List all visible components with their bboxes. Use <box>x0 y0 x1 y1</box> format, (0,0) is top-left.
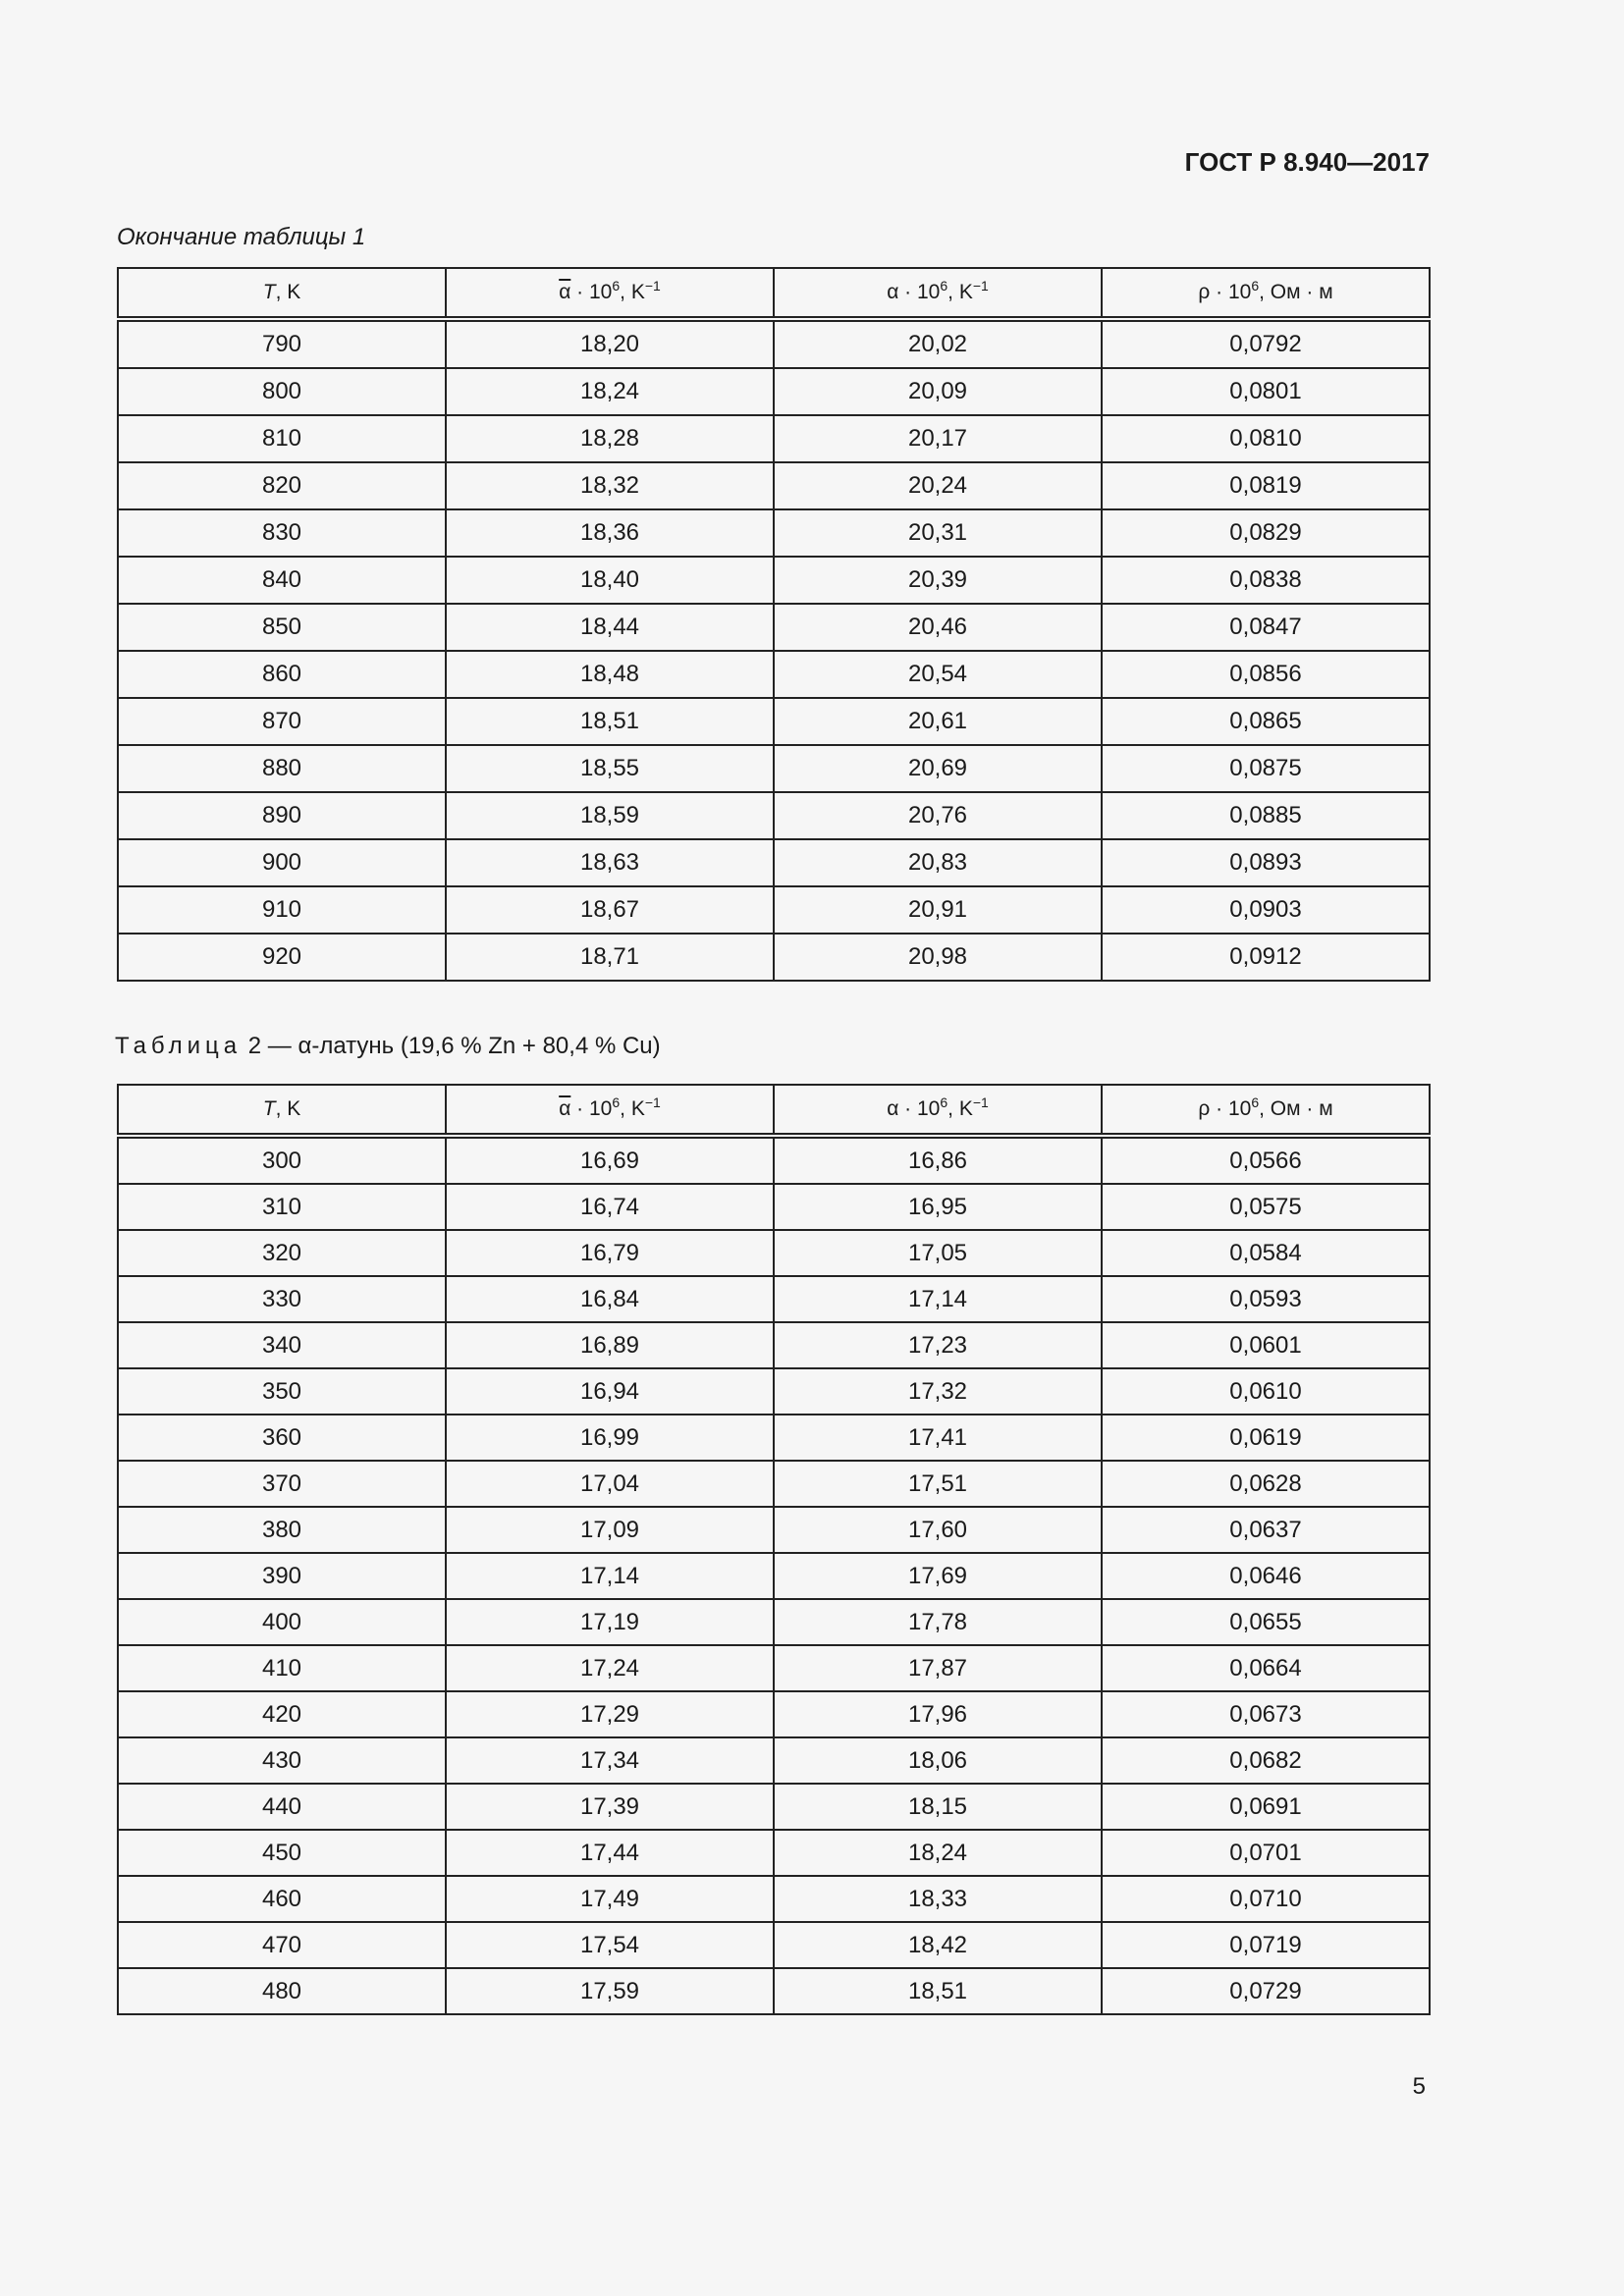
table2-header-row <box>118 1085 1430 1136</box>
table-row <box>118 698 1430 745</box>
col-header-rho: $\rho \cdot 10^6$, Ом · м <box>1102 268 1430 319</box>
table-cell: 17,96 <box>774 1691 1102 1737</box>
table-cell: 860 <box>118 651 446 698</box>
table-cell: 340 <box>118 1322 446 1368</box>
table-row <box>118 1876 1430 1922</box>
table-cell: 20,17 <box>774 415 1102 462</box>
table-cell: 460 <box>118 1876 446 1922</box>
table-cell: 16,69 <box>446 1136 774 1184</box>
table1-body <box>118 319 1430 981</box>
table-cell: 0,0885 <box>1102 792 1430 839</box>
table-cell: 17,54 <box>446 1922 774 1968</box>
table-cell: 18,24 <box>774 1830 1102 1876</box>
table-row <box>118 1737 1430 1784</box>
table-cell: 18,51 <box>774 1968 1102 2014</box>
table-row <box>118 1415 1430 1461</box>
table-cell: 0,0729 <box>1102 1968 1430 2014</box>
table-cell: 0,0829 <box>1102 509 1430 557</box>
table-cell: 17,04 <box>446 1461 774 1507</box>
table-cell: 0,0637 <box>1102 1507 1430 1553</box>
table-cell: 17,34 <box>446 1737 774 1784</box>
table-row <box>118 557 1430 604</box>
table-cell: 0,0646 <box>1102 1553 1430 1599</box>
table-cell: 16,95 <box>774 1184 1102 1230</box>
table-cell: 0,0619 <box>1102 1415 1430 1461</box>
table-cell: 830 <box>118 509 446 557</box>
table-cell: 820 <box>118 462 446 509</box>
table-cell: 18,44 <box>446 604 774 651</box>
table-cell: 17,59 <box>446 1968 774 2014</box>
table-cell: 0,0810 <box>1102 415 1430 462</box>
col-header-temperature: T, K <box>118 1085 446 1136</box>
table-cell: 17,09 <box>446 1507 774 1553</box>
table-row <box>118 839 1430 886</box>
table-cell: 380 <box>118 1507 446 1553</box>
table-cell: 20,24 <box>774 462 1102 509</box>
table-cell: 880 <box>118 745 446 792</box>
table-cell: 20,91 <box>774 886 1102 934</box>
table-row <box>118 1968 1430 2014</box>
table-cell: 17,44 <box>446 1830 774 1876</box>
table-cell: 0,0838 <box>1102 557 1430 604</box>
table-row <box>118 509 1430 557</box>
table-row <box>118 1645 1430 1691</box>
table-cell: 20,39 <box>774 557 1102 604</box>
table-cell: 350 <box>118 1368 446 1415</box>
table-row <box>118 368 1430 415</box>
table-cell: 920 <box>118 934 446 981</box>
table-cell: 17,51 <box>774 1461 1102 1507</box>
table-cell: 0,0903 <box>1102 886 1430 934</box>
table-cell: 16,89 <box>446 1322 774 1368</box>
table-row <box>118 462 1430 509</box>
table-cell: 18,42 <box>774 1922 1102 1968</box>
table-cell: 0,0664 <box>1102 1645 1430 1691</box>
table-cell: 17,69 <box>774 1553 1102 1599</box>
table-cell: 20,46 <box>774 604 1102 651</box>
table-cell: 17,87 <box>774 1645 1102 1691</box>
table-cell: 17,32 <box>774 1368 1102 1415</box>
table-cell: 360 <box>118 1415 446 1461</box>
table-cell: 16,84 <box>446 1276 774 1322</box>
table1 <box>117 267 1431 982</box>
table-row <box>118 1507 1430 1553</box>
table-cell: 20,98 <box>774 934 1102 981</box>
table-cell: 20,61 <box>774 698 1102 745</box>
col-header-mean-alpha: $\overline{\alpha} \cdot 10^6$, $K^{-1}$ <box>446 268 774 319</box>
table-cell: 18,36 <box>446 509 774 557</box>
document-code: ГОСТ Р 8.940—2017 <box>1184 147 1430 177</box>
table-cell: 18,71 <box>446 934 774 981</box>
col-header-temperature: T, K <box>118 268 446 319</box>
table-cell: 18,20 <box>446 319 774 368</box>
table-cell: 17,19 <box>446 1599 774 1645</box>
table-cell: 18,15 <box>774 1784 1102 1830</box>
table-cell: 0,0801 <box>1102 368 1430 415</box>
table-row <box>118 1553 1430 1599</box>
table-cell: 18,67 <box>446 886 774 934</box>
table-cell: 0,0719 <box>1102 1922 1430 1968</box>
table-cell: 400 <box>118 1599 446 1645</box>
table-cell: 18,28 <box>446 415 774 462</box>
table-cell: 310 <box>118 1184 446 1230</box>
table-cell: 430 <box>118 1737 446 1784</box>
table-cell: 17,05 <box>774 1230 1102 1276</box>
table-cell: 910 <box>118 886 446 934</box>
table-cell: 16,79 <box>446 1230 774 1276</box>
table-row <box>118 1922 1430 1968</box>
table-row <box>118 1599 1430 1645</box>
table-cell: 800 <box>118 368 446 415</box>
table-cell: 17,14 <box>446 1553 774 1599</box>
table-cell: 0,0584 <box>1102 1230 1430 1276</box>
table-row <box>118 1184 1430 1230</box>
col-header-alpha: $\alpha \cdot 10^6$, $K^{-1}$ <box>774 1085 1102 1136</box>
table-cell: 20,69 <box>774 745 1102 792</box>
table-cell: 810 <box>118 415 446 462</box>
table-row <box>118 651 1430 698</box>
table-cell: 470 <box>118 1922 446 1968</box>
table-cell: 0,0701 <box>1102 1830 1430 1876</box>
table-cell: 17,39 <box>446 1784 774 1830</box>
table-cell: 18,24 <box>446 368 774 415</box>
table-cell: 18,55 <box>446 745 774 792</box>
table2-caption: Таблица 2 — α-латунь (19,6 % Zn + 80,4 % Cu) <box>115 1033 661 1059</box>
col-header-mean-alpha: $\overline{\alpha} \cdot 10^6$, $K^{-1}$ <box>446 1085 774 1136</box>
table-cell: 0,0601 <box>1102 1322 1430 1368</box>
table-cell: 0,0856 <box>1102 651 1430 698</box>
table-cell: 420 <box>118 1691 446 1737</box>
table-cell: 790 <box>118 319 446 368</box>
table-cell: 18,33 <box>774 1876 1102 1922</box>
table-cell: 18,51 <box>446 698 774 745</box>
table-cell: 0,0819 <box>1102 462 1430 509</box>
table-row <box>118 1322 1430 1368</box>
table-cell: 20,83 <box>774 839 1102 886</box>
table-row <box>118 792 1430 839</box>
table-cell: 0,0575 <box>1102 1184 1430 1230</box>
table-cell: 300 <box>118 1136 446 1184</box>
table-cell: 0,0691 <box>1102 1784 1430 1830</box>
table-cell: 0,0847 <box>1102 604 1430 651</box>
table-cell: 18,63 <box>446 839 774 886</box>
table-cell: 16,86 <box>774 1136 1102 1184</box>
col-header-alpha: $\alpha \cdot 10^6$, $K^{-1}$ <box>774 268 1102 319</box>
table-row <box>118 319 1430 368</box>
table-cell: 20,76 <box>774 792 1102 839</box>
table-cell: 17,41 <box>774 1415 1102 1461</box>
table-cell: 900 <box>118 839 446 886</box>
table-cell: 18,06 <box>774 1737 1102 1784</box>
table-cell: 18,48 <box>446 651 774 698</box>
table-row <box>118 1276 1430 1322</box>
table-cell: 0,0593 <box>1102 1276 1430 1322</box>
table-cell: 17,24 <box>446 1645 774 1691</box>
table-cell: 17,49 <box>446 1876 774 1922</box>
table-cell: 0,0610 <box>1102 1368 1430 1415</box>
table2 <box>117 1084 1431 2015</box>
table-row <box>118 1368 1430 1415</box>
table-cell: 450 <box>118 1830 446 1876</box>
table-cell: 17,78 <box>774 1599 1102 1645</box>
table-row <box>118 1691 1430 1737</box>
table-cell: 410 <box>118 1645 446 1691</box>
table-cell: 390 <box>118 1553 446 1599</box>
table-cell: 440 <box>118 1784 446 1830</box>
table-cell: 370 <box>118 1461 446 1507</box>
table-cell: 0,0628 <box>1102 1461 1430 1507</box>
table2-body <box>118 1136 1430 2014</box>
table-cell: 18,40 <box>446 557 774 604</box>
table-cell: 850 <box>118 604 446 651</box>
table-row <box>118 415 1430 462</box>
table-cell: 0,0875 <box>1102 745 1430 792</box>
table-row <box>118 604 1430 651</box>
table-row <box>118 1830 1430 1876</box>
table1-header-row <box>118 268 1430 319</box>
table-cell: 0,0893 <box>1102 839 1430 886</box>
table-cell: 840 <box>118 557 446 604</box>
table-cell: 17,23 <box>774 1322 1102 1368</box>
table-cell: 20,09 <box>774 368 1102 415</box>
table-row <box>118 1461 1430 1507</box>
table-cell: 20,02 <box>774 319 1102 368</box>
table-cell: 17,29 <box>446 1691 774 1737</box>
table-row <box>118 886 1430 934</box>
table-cell: 16,74 <box>446 1184 774 1230</box>
table-row <box>118 745 1430 792</box>
table-cell: 18,59 <box>446 792 774 839</box>
table-cell: 890 <box>118 792 446 839</box>
table-cell: 17,14 <box>774 1276 1102 1322</box>
table-row <box>118 1230 1430 1276</box>
table-cell: 0,0912 <box>1102 934 1430 981</box>
table-cell: 0,0655 <box>1102 1599 1430 1645</box>
table-cell: 0,0792 <box>1102 319 1430 368</box>
table-cell: 20,54 <box>774 651 1102 698</box>
table-cell: 0,0682 <box>1102 1737 1430 1784</box>
page-number: 5 <box>1412 2073 1426 2100</box>
table-cell: 16,99 <box>446 1415 774 1461</box>
table-row <box>118 934 1430 981</box>
table-cell: 0,0566 <box>1102 1136 1430 1184</box>
table-cell: 20,31 <box>774 509 1102 557</box>
table-cell: 480 <box>118 1968 446 2014</box>
table-cell: 0,0865 <box>1102 698 1430 745</box>
table-row <box>118 1784 1430 1830</box>
col-header-rho: $\rho \cdot 10^6$, Ом · м <box>1102 1085 1430 1136</box>
table-cell: 870 <box>118 698 446 745</box>
table1-caption: Окончание таблицы 1 <box>117 224 366 250</box>
table-cell: 18,32 <box>446 462 774 509</box>
table-cell: 16,94 <box>446 1368 774 1415</box>
table-cell: 330 <box>118 1276 446 1322</box>
table-cell: 320 <box>118 1230 446 1276</box>
table-cell: 0,0673 <box>1102 1691 1430 1737</box>
table-row <box>118 1136 1430 1184</box>
table-cell: 0,0710 <box>1102 1876 1430 1922</box>
table-cell: 17,60 <box>774 1507 1102 1553</box>
